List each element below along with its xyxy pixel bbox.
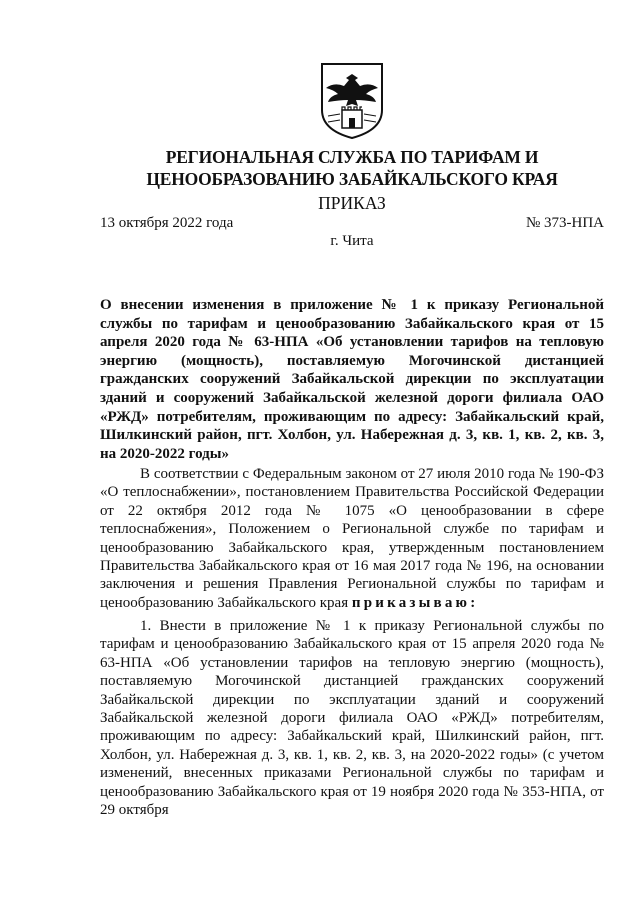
preamble-text: В соответствии с Федеральным законом от 27 июля 2010 года № 190-ФЗ «О теплоснабжении», постановлением Правительства Российской Федерации от 22 октября 2012 года № 1075 «О ценообразовании в сфере теплоснабжения», Положением о Региональной службе по тарифам и ценообразованию Забайкальского края, утвержденным постановлением Правительства Забайкальского края от 16 мая 2017 года № 196, на основании заключения и решения Правления Региональной службы по тарифам и ценообразованию Забайкальского края xyxy=(100,466,604,611)
order-word: приказываю: xyxy=(351,594,479,611)
coat-of-arms-icon xyxy=(316,60,388,140)
document-subject: О внесении изменения в приложение № 1 к приказу Региональной службы по тарифам и ценообразованию Забайкальского края от 15 апреля 2020 года № 63-НПА «Об установлении тарифов на тепловую энергию (мощность), поставляемую Могочинской дистанцией гражданских сооружений Забайкальской дирекции по эксплуатации зданий и сооружений Забайкальской железной дороги филиала ОАО «РЖД» потребителям, проживающим по адресу: Забайкальский край, Шилкинский район, пгт. Холбон, ул. Набережная д. 3, кв. 1, кв. 2, кв. 3, на 2020-2022 годы» xyxy=(100,297,604,462)
item-1-paragraph: 1. Внести в приложение № 1 к приказу Региональной службы по тарифам и ценообразованию Забайкальского края от 15 апреля 2020 года № 63-НПА «Об установлении тарифов на тепловую энергию (мощность), поставляемую Могочинской дистанцией гражданских сооружений Забайкальской дирекции по эксплуатации зданий и сооружений Забайкальской железной дороги филиала ОАО «РЖД» потребителям, проживающим по адресу: Забайкальский край, Шилкинский район, пгт. Холбон, ул. Набережная д. 3, кв. 1, кв. 2, кв. 3, на 2020-2022 годы» (с учетом изменений, внесенных приказами Региональной службы по тарифам и ценообразованию Забайкальского края от 19 ноября 2020 года № 353-НПА, от 29 октября xyxy=(100,618,604,819)
preamble-paragraph xyxy=(100,465,604,612)
org-title-line1: РЕГИОНАЛЬНАЯ СЛУЖБА ПО ТАРИФАМ И xyxy=(165,147,539,167)
document-type: ПРИКАЗ xyxy=(318,193,386,213)
document-number: № 373-НПА xyxy=(525,215,604,231)
org-title-line2: ЦЕНООБРАЗОВАНИЮ ЗАБАЙКАЛЬСКОГО КРАЯ xyxy=(146,169,558,189)
document-city: г. Чита xyxy=(330,233,374,249)
document-date: 13 октября 2022 года xyxy=(100,215,234,231)
organization-title xyxy=(100,146,604,190)
